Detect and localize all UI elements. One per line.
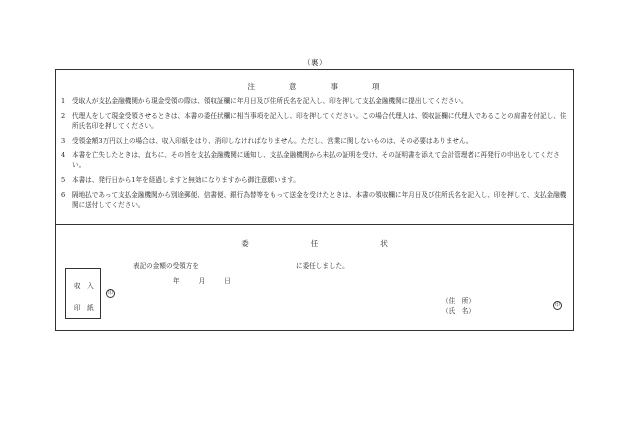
proxy-statement-end: に委任しました。 [296,262,349,270]
proxy-heading-char: 任 [310,239,319,248]
notes-heading-char: 注 [247,82,257,91]
date-line [173,275,250,285]
address-label: （住 所） [442,297,475,305]
note-item [61,97,569,107]
note-text: 本書は、発行日から1年を経過しますと無効になりますから御注意願います。 [72,176,300,185]
notes-heading-char: 事 [330,82,340,91]
note-number: 2 [61,111,66,120]
revenue-stamp-box [65,268,101,319]
note-text: 本書を亡失したときは、直ちに、その旨を支払金融機関に通知し、支払金融機関から未払の証明を受け、その証明書を添えて会計管理者に再発行の申出をしてください。 [72,151,560,170]
note-item [61,112,569,132]
note-number: 1 [61,97,66,105]
date-month-label: 月 [198,277,206,285]
seal-mark-icon: 印 [554,302,560,308]
note-number: 5 [61,176,66,185]
notes-heading-char: 意 [289,82,299,91]
notes-heading [56,81,573,92]
note-text: 隔地払であって支払金融機関から別途郵便、信書便、銀行為替等をもって送金を受けたときは、本書の領収欄に年月日及び住所氏名を記入し、印を押して、支払金融機関に送付してください。 [72,191,567,209]
notes-heading-char: 項 [372,82,382,91]
revenue-stamp-label: 収 入 [74,282,94,290]
notes-list [61,97,569,216]
note-text: 受取人が支払金融機関から現金受領の際は、領収証欄に年月日及び住所氏名を記入し、印を押して支払金融機関に提出してください。 [72,97,468,105]
note-text: 代理人をして現金受領させるときは、本書の委任状欄に相当事項を記入し、印を押してください。この場合代理人は、領収証欄に代理人であることの肩書を付記し、住所氏名印を押してください。 [72,111,567,130]
note-item [61,151,569,171]
seal-mark-icon: 印 [107,290,113,296]
proxy-heading-char: 委 [241,239,249,248]
note-number: 3 [61,136,66,145]
proxy-statement-start: 表記の金額の受領方を [133,262,199,270]
proxy-heading-char: 状 [380,239,388,248]
name-label: （氏 名） [442,307,475,315]
form-frame [55,69,574,331]
note-number: 6 [61,191,66,200]
proxy-heading [56,238,573,249]
note-item [61,176,569,186]
revenue-stamp-label: 印 紙 [74,304,94,312]
date-year-label: 年 [173,277,180,285]
note-text: 受領金額3万円以上の場合は、収入印紙をはり、消印しなければなりません。ただし、営業に関しないものは、その必要はありません。 [72,136,473,145]
note-item [61,191,569,211]
note-item [61,137,569,147]
section-divider [56,224,573,225]
note-number: 4 [61,151,66,160]
date-day-label: 日 [224,277,231,285]
back-side-mark: （裏） [303,58,327,67]
